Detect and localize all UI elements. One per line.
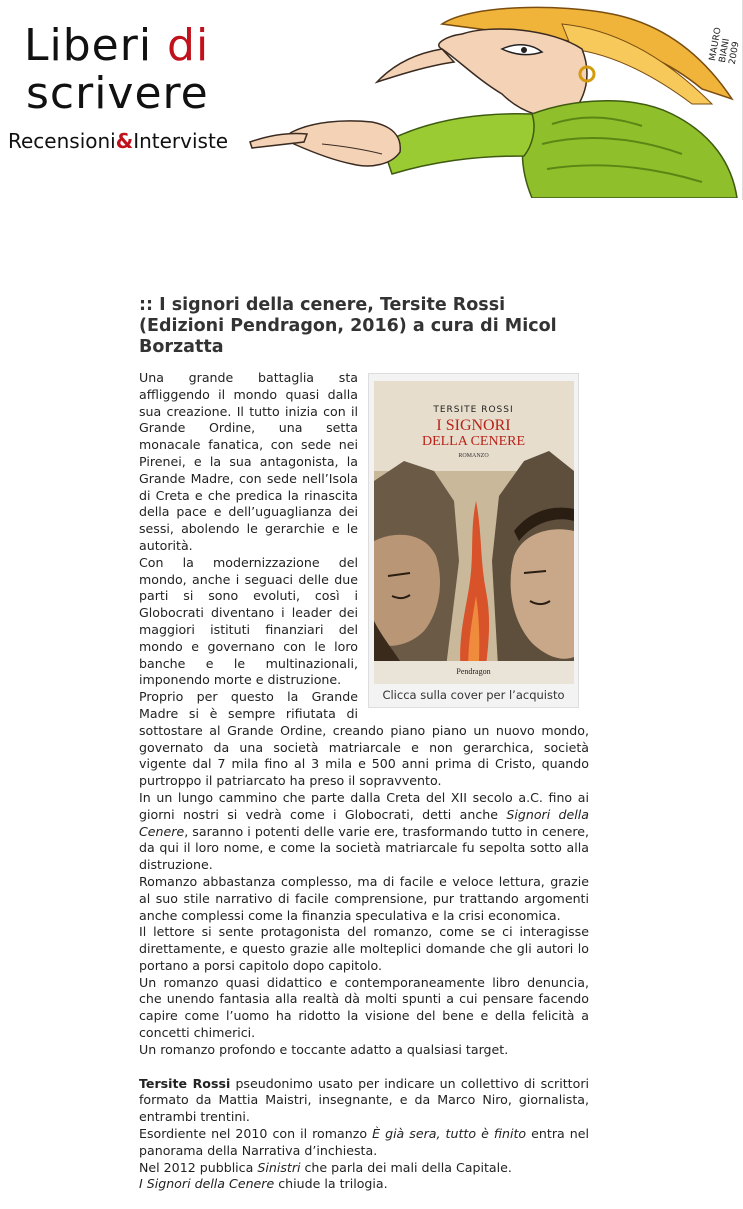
paragraph: Un romanzo profondo e toccante adatto a qualsiasi target. bbox=[139, 1041, 509, 1057]
cover-title-line2: DELLA CENERE bbox=[421, 434, 526, 449]
cover-caption: Clicca sulla cover per l’acquisto bbox=[382, 688, 565, 702]
paragraph: Romanzo abbastanza complesso, ma di facile e veloce lettura, grazie al suo stile narrativo di facile comprensione, pur trattando argomenti anche complessi come la finanzia speculativa e la crisi economica. bbox=[139, 873, 589, 923]
post-title[interactable]: :: I signori della cenere, Tersite Rossi (Edizioni Pendragon, 2016) a cura di Micol Borzatta bbox=[139, 295, 557, 357]
author-bio: Esordiente nel 2010 con il romanzo È già sera, tutto è finito entra nel panorama della Narrativa d’inchiesta. bbox=[139, 1126, 589, 1158]
cover-publisher: Pendragon bbox=[456, 667, 491, 676]
author-bio: I Signori della Cenere chiude la trilogia. bbox=[139, 1176, 388, 1192]
paragraph: In un lungo cammino che parte dalla Creta del XII secolo a.C. fino ai giorni nostri si vedrà come i Globocrati, detti anche Signori della Cenere, saranno i potenti delle varie ere, trasformando tutto in cenere, da qui il loro nome, e come la società matriarcale fu sepolta sotto alla distruzione. bbox=[139, 789, 590, 873]
spacer bbox=[139, 1059, 589, 1076]
logo-line-2: scrivere bbox=[26, 68, 209, 119]
header-illustration bbox=[232, 4, 740, 198]
book-cover-image[interactable] bbox=[374, 381, 574, 684]
logo-tagline: Recensioni&Interviste bbox=[8, 129, 229, 153]
illustrator-signature: MAURO BIANI 2009 bbox=[708, 26, 742, 66]
cover-genre: ROMANZO bbox=[458, 453, 489, 459]
paragraph: Il lettore si sente protagonista del romanzo, come se ci interagisse direttamente, e questo grazie alle molteplici domande che gli autori lo portano a porsi capitolo dopo capitolo. bbox=[139, 924, 589, 973]
cover-link[interactable] bbox=[373, 381, 574, 684]
paragraph: Un romanzo quasi didattico e contemporaneamente libro denuncia, che unendo fantasia alla realtà dà molti spunti a cui pensare facendo capire come l’uomo ha ridotto la visione del bene e della felicità a concetti chimerici. bbox=[139, 974, 589, 1041]
logo-line-1: Liberi di bbox=[24, 20, 210, 71]
author-bio: Tersite Rossi pseudonimo usato per indicare un collettivo di scrittori formato da Mattia Maistri, insegnante, e da Marco Niro, giornalista, entrambi trentini. bbox=[139, 1075, 589, 1125]
cover-author: TERSITE ROSSI bbox=[433, 405, 514, 415]
paragraph: Una grande battaglia sta affliggendo il mondo quasi dalla sua creazione. Il tutto inizia con il Grande Ordine, una setta monacale fanatica, con sede nei Pirenei, e la sua antagonista, la Grande Madre, con sede nell’Isola di Creta e che predica la rinascita della pace e dell’uguaglianza dei sessi, abolendo le gerarchie e le autorità. bbox=[139, 370, 358, 553]
paragraph: Proprio per questo la Grande Madre si è sempre rifiutata di sottostare al Grande Ordine, creando piano piano un nuovo mondo, governato da una società matriarcale e non gerarchica, società vigente dal 7 mila fino al 3 mila e 500 anni prima di Cristo, quando purtroppo il patriarcato ha preso il sopravvento. bbox=[139, 689, 589, 789]
author-bio: Nel 2012 pubblica Sinistri che parla dei mali della Capitale. bbox=[139, 1159, 512, 1175]
post bbox=[139, 295, 589, 1193]
cover-figure bbox=[368, 373, 579, 708]
cover-title-line1: I SIGNORI bbox=[436, 417, 511, 434]
paragraph: Con la modernizzazione del mondo, anche i seguaci delle due parti si sono evoluti, così i Globocrati diventano i leader dei maggiori istituti finanziari del mondo e governano con le loro banche e le multinazionali, imponendo morte e distruzione. bbox=[139, 554, 358, 688]
site-header bbox=[0, 0, 743, 200]
